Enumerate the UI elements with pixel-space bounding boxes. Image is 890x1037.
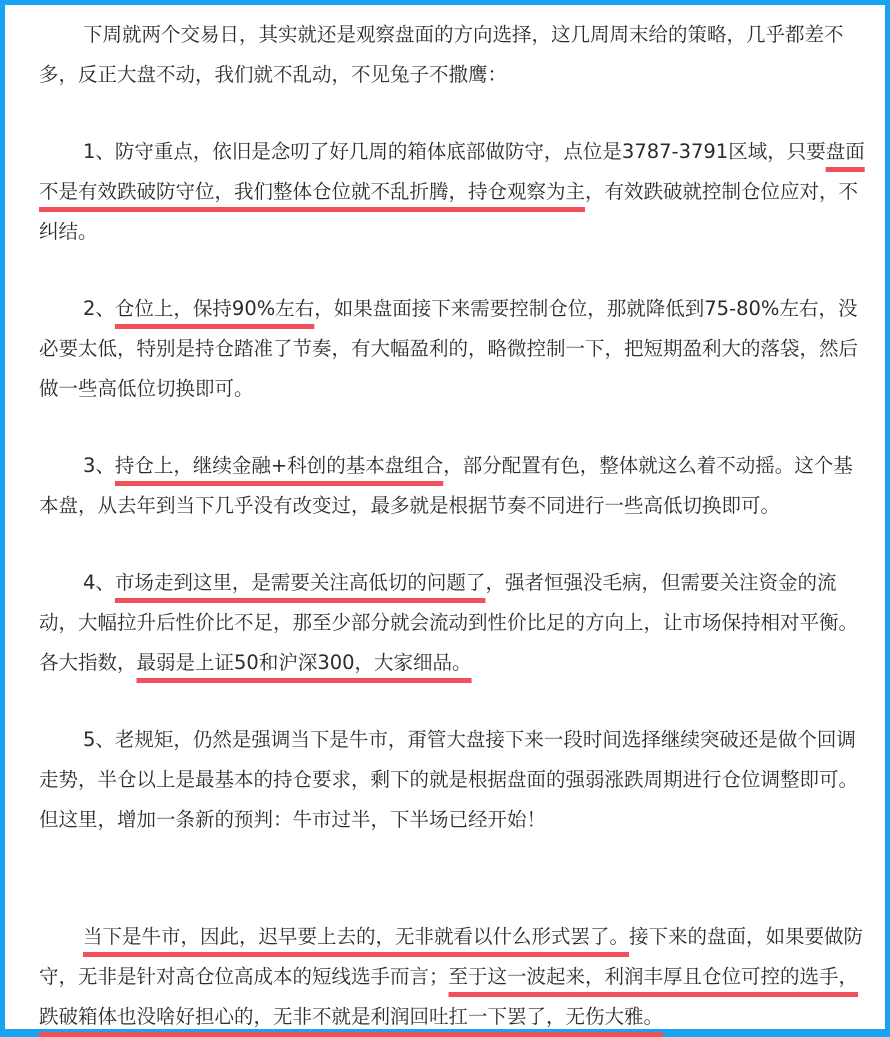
article-body <box>39 15 869 1037</box>
paragraph-text: ，强者恒强没毛病，但需要关注资金的流动，大幅拉升后性价比不足，那至少部分就会流动到性价比足的方向上，让市场保持相对平衡。各大指数， <box>39 571 859 674</box>
article-frame <box>5 5 885 1029</box>
paragraph-text: ，有效跌破就控制仓位应对，不纠结。 <box>39 180 859 243</box>
paragraph-text: 下周就两个交易日，其实就还是观察盘面的方向选择，这几周周末给的策略，几乎都差不多，反正大盘不动，我们就不乱动，不见兔子不撒鹰： <box>39 23 844 86</box>
highlighted-text: 持仓上，继续金融+科创的基本盘组合 <box>114 454 444 477</box>
paragraph-text: 4、 <box>83 571 115 594</box>
paragraph-text: 接下来的盘面，如果要做防守，无非是针对高仓位高成本的短线选手而言； <box>39 925 864 988</box>
highlighted-text: 当下是牛市，因此，迟早要上去的，无非就看以什么形式罢了。 <box>83 925 630 948</box>
paragraph-intro <box>39 15 869 95</box>
paragraph-3-holdings <box>39 446 869 526</box>
highlighted-text: 盘面不是有效跌破防守位，我们整体仓位就不乱折腾，持仓观察为主 <box>39 140 865 203</box>
paragraph-2-position <box>39 289 869 409</box>
paragraph-text: 2、 <box>83 297 115 320</box>
highlighted-text: 最弱是上证50和沪深300，大家细品。 <box>136 651 472 674</box>
paragraph-5-rules <box>39 720 869 840</box>
paragraph-1-defense <box>39 132 869 252</box>
highlighted-text: 仓位上，保持90%左右 <box>114 297 315 320</box>
highlighted-text: 至于这一波起来，利润丰厚且仓位可控的选手，跌破箱体也没啥好担心的，无非不就是利润回吐扛一下罢了，无伤大雅。 <box>39 965 859 1028</box>
highlighted-text: 市场走到这里，是需要关注高低切的问题了 <box>114 571 486 594</box>
paragraph-text: ，部分配置有色，整体就这么着不动摇。这个基本盘，从去年到当下几乎没有改变过，最多就是根据节奏不同进行一些高低切换即可。 <box>39 454 853 517</box>
paragraph-text: 3、 <box>83 454 115 477</box>
paragraph-text: ，如果盘面接下来需要控制仓位，那就降低到75-80%左右，没必要太低，特别是持仓踏准了节奏，有大幅盈利的，略微控制一下，把短期盈利大的落袋，然后做一些高低位切换即可。 <box>39 297 859 400</box>
paragraph-text: 5、老规矩，仍然是强调当下是牛市，甭管大盘接下来一段时间选择继续突破还是做个回调走势，半仓以上是最基本的持仓要求，剩下的就是根据盘面的强弱涨跌周期进行仓位调整即可。但这里，增加一条新的预判：牛市过半，下半场已经开始！ <box>39 728 859 831</box>
paragraph-6-conclusion <box>39 917 869 1037</box>
paragraph-text: 1、防守重点，依旧是念叨了好几周的箱体底部做防守，点位是3787-3791区域，只要 <box>83 140 826 163</box>
paragraph-4-rotation <box>39 563 869 683</box>
